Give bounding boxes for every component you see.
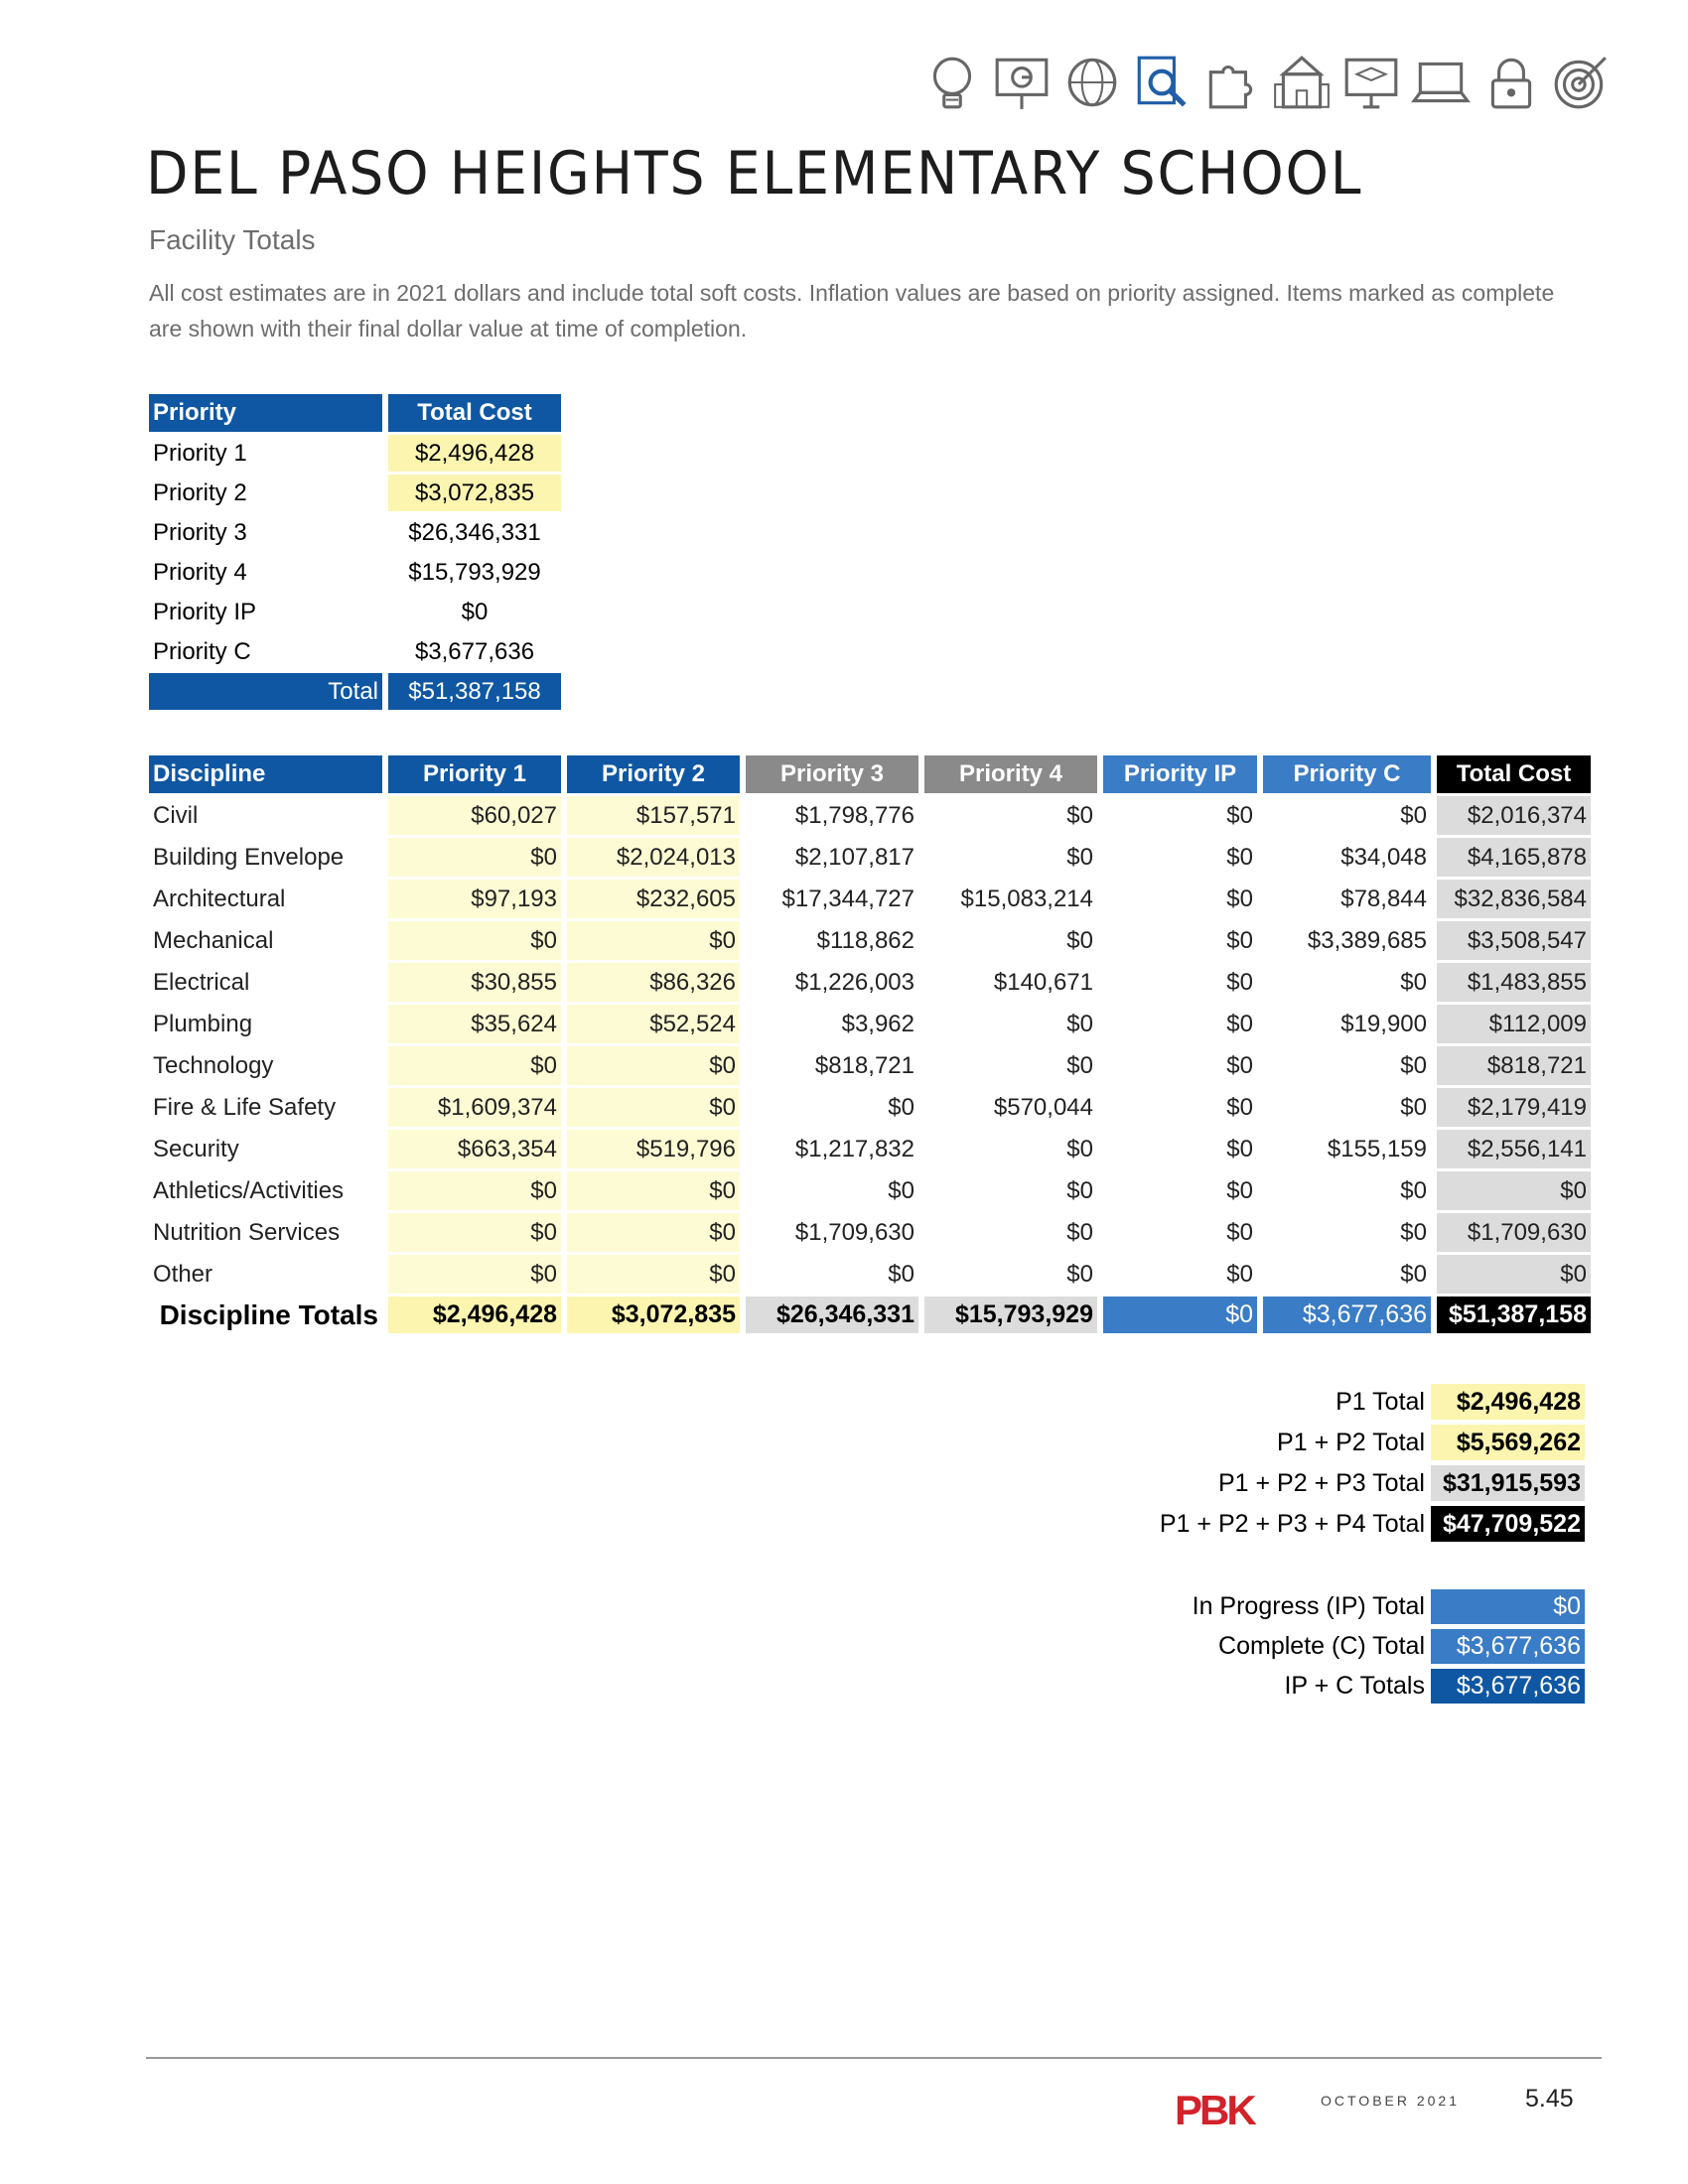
priority-c-total: $3,677,636	[1263, 1297, 1431, 1333]
priority-ip-value: $0	[1226, 926, 1253, 954]
total-cost-value: $32,836,584	[1437, 880, 1591, 918]
priority-3-value: $17,344,727	[781, 885, 914, 912]
priority-2-value: $86,326	[567, 963, 740, 1002]
cumulative-value: $5,569,262	[1431, 1425, 1585, 1460]
school-building-icon	[1271, 52, 1333, 113]
total-cost-value: $112,009	[1437, 1005, 1591, 1043]
priority-c-value: $155,159	[1327, 1135, 1427, 1162]
priority-2-value: $157,571	[567, 796, 740, 835]
priority-c-value: $0	[1400, 1218, 1427, 1246]
total-cost-value: $1,483,855	[1437, 963, 1591, 1002]
priority-value: $2,496,428	[388, 435, 561, 472]
table-row	[149, 1046, 1591, 1085]
priority-c-value: $0	[1400, 968, 1427, 996]
priority-value: $3,677,636	[414, 637, 535, 665]
priority-value: $15,793,929	[408, 558, 541, 586]
cumulative-value: $31,915,593	[1431, 1465, 1585, 1501]
cumulative-totals-table	[1150, 1379, 1591, 1547]
priority-ip-value: $0	[1226, 885, 1253, 912]
header-discipline: Discipline	[149, 755, 382, 793]
priority-value: $26,346,331	[408, 518, 541, 546]
priority-1-value: $0	[388, 1171, 561, 1210]
priority-1-value: $35,624	[388, 1005, 561, 1043]
table-row	[149, 514, 561, 551]
table-row	[149, 1005, 1591, 1043]
priority-c-value: $78,844	[1340, 885, 1427, 912]
priority-4-value: $0	[1066, 1051, 1093, 1079]
priority-2-value: $0	[567, 1171, 740, 1210]
table-row	[149, 1088, 1591, 1127]
table-row	[149, 796, 1591, 835]
priority-2-value: $0	[567, 1088, 740, 1127]
discipline-totals-label: Discipline Totals	[159, 1298, 378, 1330]
priority-3-value: $2,107,817	[794, 843, 914, 871]
priority-label: Priority 1	[153, 439, 247, 467]
priority-3-value: $0	[888, 1260, 914, 1288]
priority-2-value: $2,024,013	[567, 838, 740, 877]
priority-value: $3,072,835	[388, 475, 561, 511]
table-row	[149, 963, 1591, 1002]
priority-4-total: $15,793,929	[924, 1297, 1097, 1333]
lightbulb-icon	[921, 52, 983, 113]
priority-label: Priority 3	[153, 518, 247, 546]
footer-divider	[146, 2057, 1602, 2059]
priority-4-value: $0	[1066, 1260, 1093, 1288]
priority-1-value: $97,193	[388, 880, 561, 918]
priority-3-value: $818,721	[814, 1051, 914, 1079]
header-total-cost: Total Cost	[1437, 755, 1591, 793]
progress-value: $3,677,636	[1431, 1629, 1585, 1664]
priority-ip-value: $0	[1226, 1176, 1253, 1204]
priority-ip-value: $0	[1226, 1051, 1253, 1079]
table-row	[1156, 1384, 1585, 1420]
intro-paragraph: All cost estimates are in 2021 dollars and include total soft costs. Inflation values are based on priority assigned. Items marked as complete are shown with their final dollar value at time of completion.	[149, 280, 1555, 341]
priority-1-value: $0	[388, 1046, 561, 1085]
priority-3-value: $1,226,003	[794, 968, 914, 996]
table-row	[149, 838, 1591, 877]
table-row	[1156, 1465, 1585, 1501]
priority-3-value: $0	[888, 1093, 914, 1121]
footer-date: OCTOBER 2021	[1321, 2093, 1461, 2109]
priority-ip-value: $0	[1226, 1218, 1253, 1246]
priority-3-value: $1,709,630	[794, 1218, 914, 1246]
table-row	[1189, 1629, 1585, 1664]
priority-2-value: $0	[567, 921, 740, 960]
discipline-name: Mechanical	[153, 926, 274, 954]
total-cost-value: $2,556,141	[1437, 1130, 1591, 1168]
table-row	[149, 594, 561, 630]
cumulative-label: P1 Total	[1336, 1387, 1425, 1416]
priority-2-value: $52,524	[567, 1005, 740, 1043]
discipline-name: Architectural	[153, 885, 286, 912]
header-priority-c: Priority C	[1263, 755, 1431, 793]
priority-4-value: $570,044	[993, 1093, 1093, 1121]
priority-2-value: $519,796	[567, 1130, 740, 1168]
total-cost-value: $3,508,547	[1437, 921, 1591, 960]
total-cost-value: $818,721	[1437, 1046, 1591, 1085]
page-number: 5.45	[1525, 2085, 1574, 2113]
discipline-name: Plumbing	[153, 1010, 253, 1037]
priority-ip-value: $0	[1226, 843, 1253, 871]
priority-2-total: $3,072,835	[567, 1297, 740, 1333]
priority-c-value: $0	[1400, 801, 1427, 829]
total-cost-value: $2,179,419	[1437, 1088, 1591, 1127]
progress-value: $3,677,636	[1431, 1669, 1585, 1704]
priority-ip-value: $0	[1226, 1093, 1253, 1121]
progress-label: Complete (C) Total	[1218, 1632, 1425, 1660]
table-row	[1156, 1506, 1585, 1542]
page-title: DEL PASO HEIGHTS ELEMENTARY SCHOOL	[146, 139, 1363, 208]
cumulative-label: P1 + P2 Total	[1277, 1428, 1425, 1456]
magnifier-document-icon	[1131, 52, 1193, 113]
table-row	[149, 633, 561, 670]
priority-c-value: $34,048	[1340, 843, 1427, 871]
priority-4-value: $0	[1066, 1176, 1093, 1204]
discipline-totals-row	[149, 1297, 1591, 1333]
table-row	[149, 1213, 1591, 1252]
priority-2-value: $232,605	[567, 880, 740, 918]
priority-c-value: $19,900	[1340, 1010, 1427, 1037]
table-row	[1189, 1589, 1585, 1624]
priority-ip-total: $0	[1103, 1297, 1257, 1333]
priority-4-value: $15,083,214	[960, 885, 1093, 912]
page-subtitle: Facility Totals	[149, 224, 316, 255]
priority-3-value: $118,862	[816, 926, 914, 954]
cumulative-label: P1 + P2 + P3 Total	[1217, 1468, 1425, 1497]
priority-value: $0	[461, 598, 489, 625]
table-row	[1156, 1425, 1585, 1460]
discipline-name: Security	[153, 1135, 239, 1162]
total-cost-value: $2,016,374	[1437, 796, 1591, 835]
priority-3-value: $3,962	[841, 1010, 914, 1037]
priority-4-value: $0	[1066, 801, 1093, 829]
priority-4-value: $0	[1066, 1010, 1093, 1037]
priority-ip-value: $0	[1226, 1260, 1253, 1288]
pbk-logo	[1175, 2088, 1272, 2129]
priority-2-value: $0	[567, 1213, 740, 1252]
discipline-name: Athletics/Activities	[153, 1176, 345, 1204]
discipline-name: Nutrition Services	[153, 1218, 341, 1246]
priority-summary-table	[143, 391, 567, 713]
priority-1-value: $60,027	[388, 796, 561, 835]
priority-3-total: $26,346,331	[746, 1297, 918, 1333]
priority-1-value: $663,354	[388, 1130, 561, 1168]
header-priority-4: Priority 4	[924, 755, 1097, 793]
progress-label: IP + C Totals	[1284, 1672, 1425, 1700]
priority-4-value: $0	[1066, 1218, 1093, 1246]
total-cost-value: $4,165,878	[1437, 838, 1591, 877]
priority-3-value: $0	[888, 1176, 914, 1204]
priority-4-value: $0	[1066, 1135, 1093, 1162]
priority-ip-value: $0	[1226, 968, 1253, 996]
table-row	[1189, 1669, 1585, 1704]
header-icon-strip	[921, 52, 1612, 121]
total-cost-total: $51,387,158	[1437, 1297, 1591, 1333]
pbk-logo-text: PBK	[1175, 2088, 1254, 2129]
cumulative-value: $2,496,428	[1431, 1384, 1585, 1420]
header-priority-1: Priority 1	[388, 755, 561, 793]
table-row	[149, 880, 1591, 918]
total-cost-value: $0	[1437, 1171, 1591, 1210]
total-cost-value: $1,709,630	[1437, 1213, 1591, 1252]
priority-1-total: $2,496,428	[388, 1297, 561, 1333]
presentation-board-icon	[991, 52, 1053, 113]
discipline-name: Electrical	[153, 968, 250, 996]
discipline-name: Fire & Life Safety	[153, 1093, 337, 1121]
total-cost-value: $0	[1437, 1255, 1591, 1294]
priority-1-value: $30,855	[388, 963, 561, 1002]
table-row	[149, 1255, 1591, 1294]
target-icon	[1550, 52, 1612, 113]
table-row	[149, 1171, 1591, 1210]
table-row	[149, 921, 1591, 960]
priority-1-value: $0	[388, 838, 561, 877]
priority-4-value: $0	[1066, 843, 1093, 871]
priority-ip-value: $0	[1226, 1135, 1253, 1162]
padlock-icon	[1480, 52, 1542, 113]
globe-icon	[1061, 52, 1123, 113]
priority-1-value: $1,609,374	[388, 1088, 561, 1127]
discipline-name: Building Envelope	[153, 843, 345, 871]
puzzle-pieces-icon	[1200, 52, 1262, 113]
progress-label: In Progress (IP) Total	[1192, 1592, 1425, 1620]
priority-c-value: $0	[1400, 1051, 1427, 1079]
table-row	[149, 1130, 1591, 1168]
cumulative-value: $47,709,522	[1431, 1506, 1585, 1542]
priority-1-value: $0	[388, 1213, 561, 1252]
graduation-screen-icon	[1340, 52, 1402, 113]
header-total-cost: Total Cost	[388, 394, 561, 432]
discipline-name: Technology	[153, 1051, 274, 1079]
total-value: $51,387,158	[388, 673, 561, 710]
priority-2-value: $0	[567, 1046, 740, 1085]
progress-value: $0	[1431, 1589, 1585, 1624]
discipline-name: Civil	[153, 801, 199, 829]
priority-c-value: $0	[1400, 1260, 1427, 1288]
header-priority-2: Priority 2	[567, 755, 740, 793]
discipline-table	[143, 752, 1597, 1336]
priority-1-value: $0	[388, 1255, 561, 1294]
priority-label: Priority 2	[153, 478, 247, 506]
cumulative-label: P1 + P2 + P3 + P4 Total	[1159, 1509, 1425, 1538]
header-priority-3: Priority 3	[746, 755, 918, 793]
priority-4-value: $0	[1066, 926, 1093, 954]
priority-label: Priority C	[153, 637, 251, 665]
table-row	[149, 554, 561, 591]
progress-totals-table	[1183, 1584, 1591, 1708]
total-label: Total	[149, 673, 382, 710]
priority-3-value: $1,217,832	[794, 1135, 914, 1162]
priority-label: Priority IP	[153, 598, 257, 625]
priority-ip-value: $0	[1226, 801, 1253, 829]
priority-3-value: $1,798,776	[794, 801, 914, 829]
header-priority-ip: Priority IP	[1103, 755, 1257, 793]
table-row	[149, 475, 561, 511]
header-priority: Priority	[149, 394, 382, 432]
priority-1-value: $0	[388, 921, 561, 960]
priority-c-value: $0	[1400, 1093, 1427, 1121]
laptop-icon	[1410, 52, 1472, 113]
priority-c-value: $0	[1400, 1176, 1427, 1204]
discipline-name: Other	[153, 1260, 213, 1288]
priority-c-value: $3,389,685	[1307, 926, 1427, 954]
priority-2-value: $0	[567, 1255, 740, 1294]
total-row	[149, 673, 561, 710]
priority-ip-value: $0	[1226, 1010, 1253, 1037]
priority-label: Priority 4	[153, 558, 247, 586]
priority-4-value: $140,671	[993, 968, 1093, 996]
table-row	[149, 435, 561, 472]
